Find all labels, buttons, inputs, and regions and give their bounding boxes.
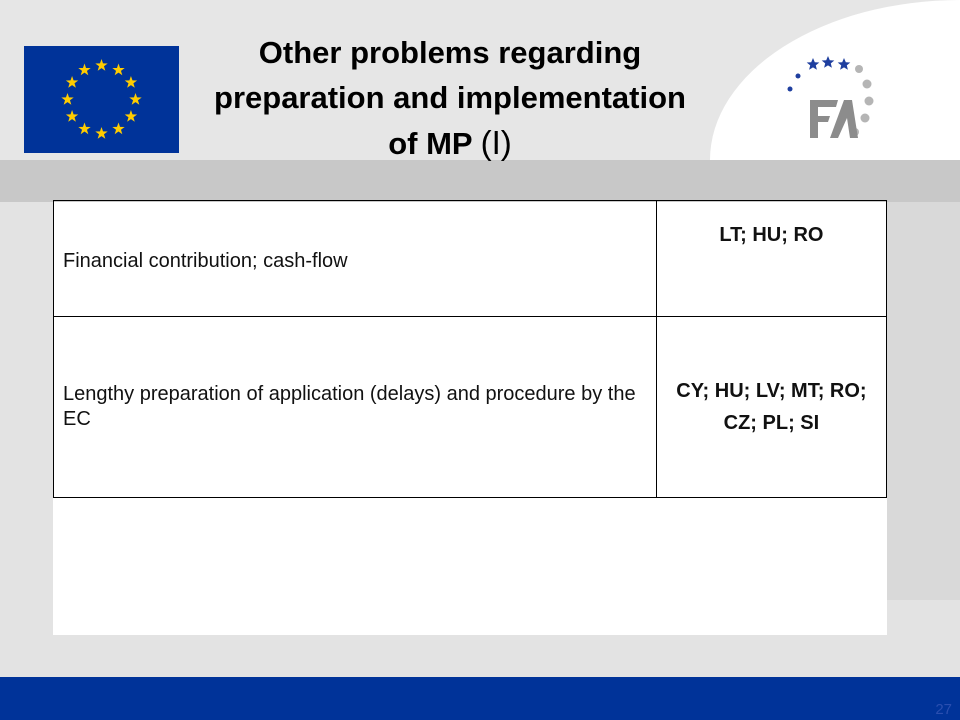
header-band (0, 160, 960, 202)
table-row (54, 201, 887, 317)
fm-logo-icon (780, 52, 890, 152)
page-number: 27 (935, 701, 952, 718)
slide-title (200, 30, 700, 166)
problems-table (53, 200, 887, 498)
countries-cell: LT; HU; RO (656, 201, 886, 317)
countries-cell: CY; HU; LV; MT; RO; CZ; PL; SI (656, 317, 886, 498)
eu-flag-icon (24, 46, 179, 153)
slide-title-suffix: (I) (480, 124, 512, 161)
problem-cell: Financial contribution; cash-flow (54, 201, 657, 317)
slide-title-text: Other problems regarding preparation and implementation of MP (214, 35, 686, 161)
right-margin (887, 202, 960, 600)
problem-cell: Lengthy preparation of application (delays) and procedure by the EC (54, 317, 657, 498)
footer-bar (0, 677, 960, 720)
table-row (54, 317, 887, 498)
left-margin (0, 202, 53, 677)
